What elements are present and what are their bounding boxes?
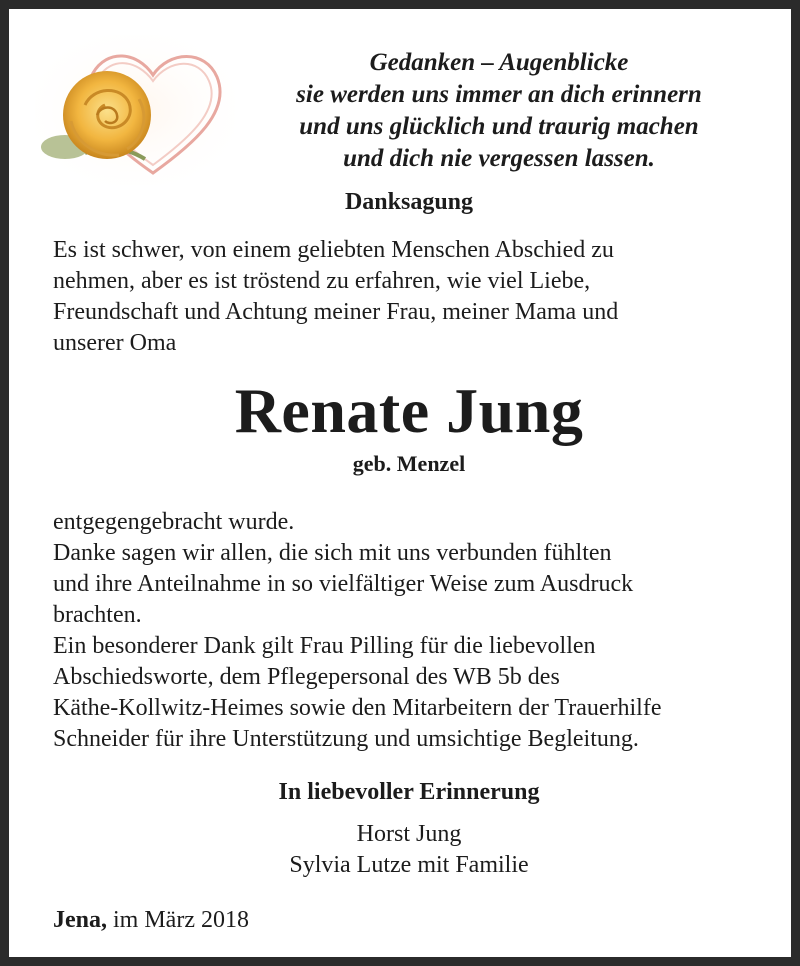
body-line: entgegengebracht wurde. bbox=[53, 509, 295, 535]
poem-line: und dich nie vergessen lassen. bbox=[343, 145, 655, 172]
intro-line: nehmen, aber es ist tröstend zu erfahren, wie viel Liebe, bbox=[53, 268, 591, 294]
intro-line: Es ist schwer, von einem geliebten Menschen Abschied zu bbox=[53, 237, 614, 263]
intro-line: unserer Oma bbox=[53, 330, 177, 356]
poem bbox=[239, 47, 759, 175]
body-line: und ihre Anteilnahme in so vielfältiger Weise zum Ausdruck bbox=[53, 571, 634, 597]
body-line: Käthe-Kollwitz-Heimes sowie den Mitarbeitern der Trauerhilfe bbox=[53, 695, 662, 721]
signatory: Horst Jung bbox=[356, 821, 462, 847]
date: im März 2018 bbox=[113, 907, 249, 933]
place-date bbox=[53, 907, 249, 934]
signatory: Sylvia Lutze mit Familie bbox=[289, 852, 529, 878]
closing-heading: In liebevoller Erinnerung bbox=[278, 779, 540, 805]
place: Jena, bbox=[53, 907, 107, 933]
thanks-paragraph bbox=[53, 507, 773, 755]
deceased-name: Renate Jung bbox=[234, 375, 584, 446]
intro-paragraph bbox=[53, 235, 773, 359]
poem-line: und uns glücklich und traurig machen bbox=[299, 113, 699, 140]
danksagung-heading: Danksagung bbox=[344, 189, 474, 215]
body-line: Danke sagen wir allen, die sich mit uns verbunden fühlten bbox=[53, 540, 612, 566]
birth-name: geb. Menzel bbox=[352, 451, 466, 476]
body-line: Ein besonderer Dank gilt Frau Pilling für die liebevollen bbox=[53, 633, 596, 659]
intro-line: Freundschaft und Achtung meiner Frau, meiner Mama und bbox=[53, 299, 619, 325]
body-line: Abschiedsworte, dem Pflegepersonal des WB 5b des bbox=[53, 664, 560, 690]
body-line: Schneider für ihre Unterstützung und umsichtige Begleitung. bbox=[53, 726, 639, 752]
body-line: brachten. bbox=[53, 602, 142, 628]
poem-line: Gedanken – Augenblicke bbox=[369, 49, 629, 76]
rose-in-heart-icon bbox=[35, 35, 235, 185]
poem-line: sie werden uns immer an dich erinnern bbox=[296, 81, 702, 108]
